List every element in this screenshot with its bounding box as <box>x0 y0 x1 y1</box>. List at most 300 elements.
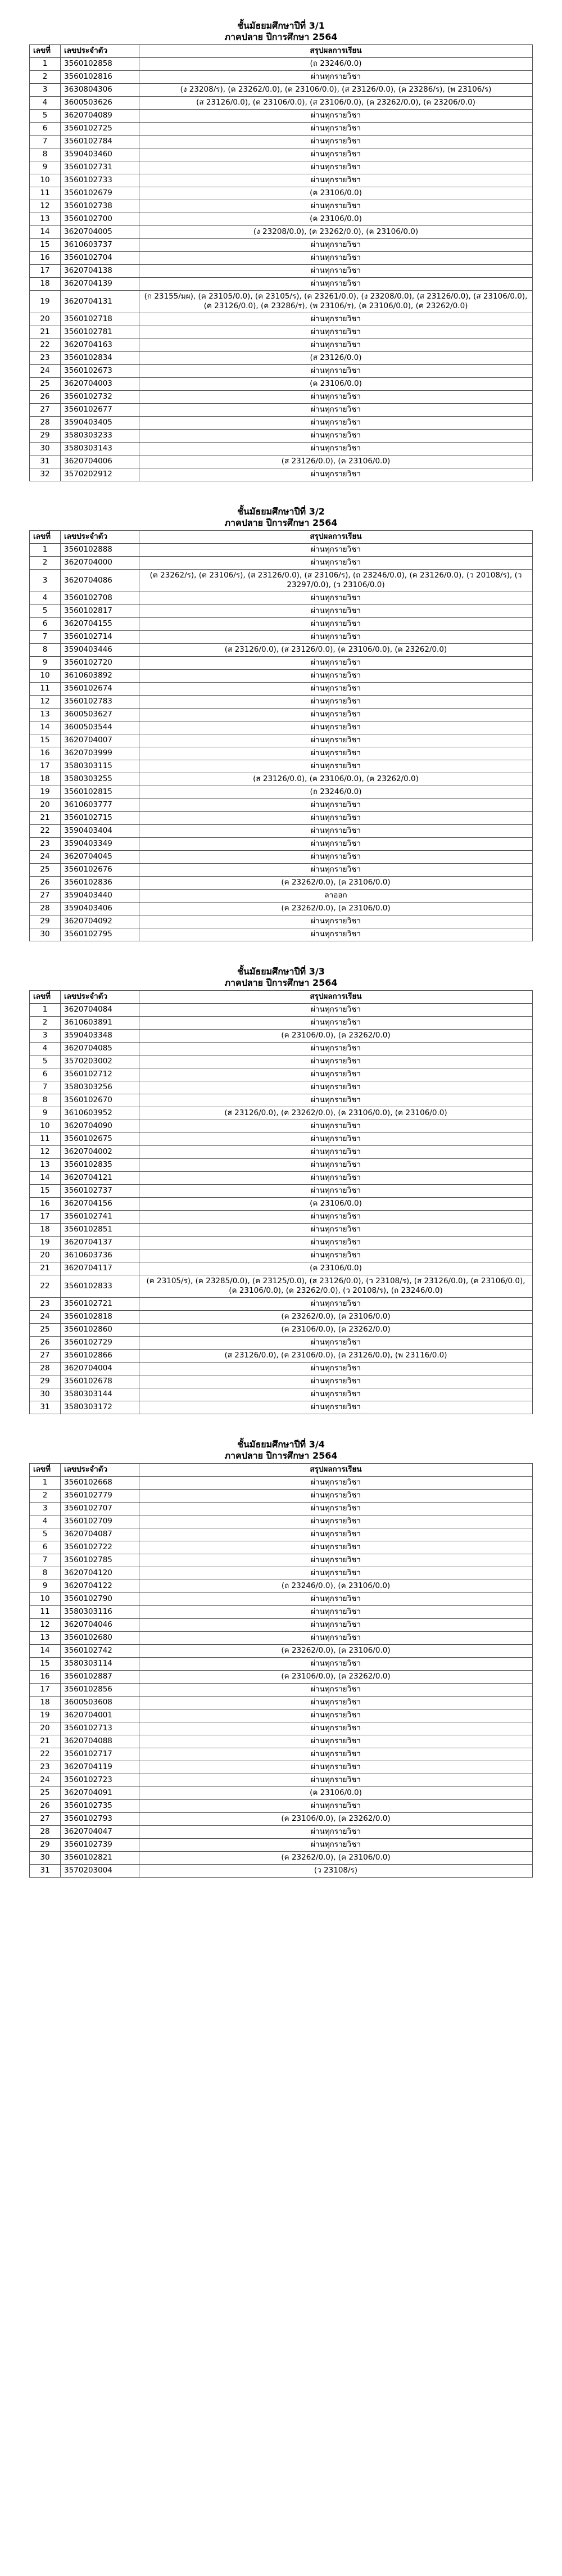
table-row <box>30 1593 533 1606</box>
row-student-id: 3620704156 <box>61 1198 139 1211</box>
row-student-id: 3620704119 <box>61 1761 139 1774</box>
row-summary: (ค 23262/0.0), (ค 23106/0.0) <box>139 877 533 890</box>
row-summary: (ค 23262/0.0), (ค 23106/0.0) <box>139 1645 533 1658</box>
row-student-id: 3560102821 <box>61 1852 139 1865</box>
row-student-id: 3560102675 <box>61 1133 139 1146</box>
row-student-id: 3620704047 <box>61 1826 139 1839</box>
row-number: 28 <box>30 903 61 915</box>
row-summary: ผ่านทุกรายวิชา <box>139 1503 533 1515</box>
row-summary: ผ่านทุกรายวิชา <box>139 592 533 605</box>
row-summary: ผ่านทุกรายวิชา <box>139 1606 533 1619</box>
table-row <box>30 1567 533 1580</box>
header-student-id: เลขประจำตัว <box>61 45 139 58</box>
row-number: 20 <box>30 1249 61 1262</box>
row-summary: (ค 23106/0.0), (ค 23262/0.0) <box>139 1813 533 1826</box>
row-number: 10 <box>30 1120 61 1133</box>
row-summary: ผ่านทุกรายวิชา <box>139 544 533 557</box>
row-number: 5 <box>30 1055 61 1068</box>
table-row <box>30 760 533 773</box>
table-row <box>30 1787 533 1800</box>
row-number: 4 <box>30 1043 61 1055</box>
row-student-id: 3560102887 <box>61 1671 139 1684</box>
row-number: 2 <box>30 1490 61 1503</box>
table-row <box>30 187 533 200</box>
row-number: 17 <box>30 1211 61 1224</box>
row-summary: ผ่านทุกรายวิชา <box>139 1249 533 1262</box>
row-student-id: 3620704090 <box>61 1120 139 1133</box>
row-number: 6 <box>30 1541 61 1554</box>
row-summary: ผ่านทุกรายวิชา <box>139 430 533 443</box>
row-number: 20 <box>30 1722 61 1735</box>
row-number: 14 <box>30 1172 61 1185</box>
row-summary: ผ่านทุกรายวิชา <box>139 812 533 825</box>
row-student-id: 3560102679 <box>61 187 139 200</box>
table-row <box>30 1606 533 1619</box>
table-row <box>30 1363 533 1375</box>
row-number: 25 <box>30 378 61 391</box>
row-student-id: 3560102732 <box>61 391 139 404</box>
row-summary: (ส 23126/0.0), (ค 23106/0.0) <box>139 455 533 468</box>
row-student-id: 3560102793 <box>61 1813 139 1826</box>
row-number: 17 <box>30 265 61 278</box>
row-summary: ผ่านทุกรายวิชา <box>139 618 533 631</box>
class-section <box>29 506 533 941</box>
row-number: 16 <box>30 1198 61 1211</box>
row-student-id: 3620704163 <box>61 339 139 352</box>
row-student-id: 3570203004 <box>61 1865 139 1878</box>
row-student-id: 3620704045 <box>61 851 139 864</box>
row-summary: ผ่านทุกรายวิชา <box>139 1761 533 1774</box>
table-row <box>30 1275 533 1298</box>
row-student-id: 3610603891 <box>61 1017 139 1030</box>
table-row <box>30 644 533 657</box>
row-student-id: 3560102795 <box>61 928 139 941</box>
row-summary: ผ่านทุกรายวิชา <box>139 657 533 670</box>
table-row <box>30 747 533 760</box>
row-student-id: 3620704087 <box>61 1528 139 1541</box>
row-number: 15 <box>30 1658 61 1671</box>
row-student-id: 3590403440 <box>61 890 139 903</box>
row-number: 18 <box>30 1224 61 1237</box>
row-student-id: 3620704088 <box>61 1735 139 1748</box>
table-row <box>30 1172 533 1185</box>
row-summary: ลาออก <box>139 890 533 903</box>
row-number: 19 <box>30 291 61 313</box>
results-table <box>29 530 533 941</box>
table-row <box>30 365 533 378</box>
row-student-id: 3620704046 <box>61 1619 139 1632</box>
row-student-id: 3560102715 <box>61 812 139 825</box>
row-summary: (ค 23106/0.0) <box>139 378 533 391</box>
row-student-id: 3560102733 <box>61 174 139 187</box>
row-summary: ผ่านทุกรายวิชา <box>139 760 533 773</box>
row-summary: ผ่านทุกรายวิชา <box>139 1515 533 1528</box>
row-summary: ผ่านทุกรายวิชา <box>139 1172 533 1185</box>
row-summary: ผ่านทุกรายวิชา <box>139 696 533 709</box>
row-number: 32 <box>30 468 61 481</box>
row-number: 10 <box>30 174 61 187</box>
row-number: 10 <box>30 670 61 683</box>
table-row <box>30 1120 533 1133</box>
table-row <box>30 1528 533 1541</box>
results-table <box>29 1463 533 1878</box>
row-number: 28 <box>30 417 61 430</box>
row-number: 4 <box>30 1515 61 1528</box>
row-number: 30 <box>30 1852 61 1865</box>
row-number: 18 <box>30 1697 61 1709</box>
row-number: 14 <box>30 721 61 734</box>
table-row <box>30 1337 533 1350</box>
row-student-id: 3560102735 <box>61 1800 139 1813</box>
section-title: ชั้นมัธยมศึกษาปีที่ 3/4 <box>237 1439 325 1450</box>
row-summary: ผ่านทุกรายวิชา <box>139 313 533 326</box>
row-summary: (ค 23106/0.0) <box>139 187 533 200</box>
header-summary: สรุปผลการเรียน <box>139 531 533 544</box>
table-row <box>30 404 533 417</box>
row-number: 2 <box>30 71 61 84</box>
row-number: 31 <box>30 1401 61 1414</box>
row-summary: ผ่านทุกรายวิชา <box>139 1401 533 1414</box>
table-row <box>30 58 533 71</box>
table-row <box>30 605 533 618</box>
table-row <box>30 174 533 187</box>
table-row <box>30 1146 533 1159</box>
row-summary: ผ่านทุกรายวิชา <box>139 631 533 644</box>
row-summary: (ค 23106/0.0) <box>139 1262 533 1275</box>
row-student-id: 3560102712 <box>61 1068 139 1081</box>
header-number: เลขที่ <box>30 991 61 1004</box>
table-row <box>30 71 533 84</box>
table-row <box>30 417 533 430</box>
table-row <box>30 1580 533 1593</box>
table-row <box>30 683 533 696</box>
row-student-id: 3560102707 <box>61 1503 139 1515</box>
row-student-id: 3620703999 <box>61 747 139 760</box>
row-student-id: 3560102677 <box>61 404 139 417</box>
table-row <box>30 618 533 631</box>
section-subtitle: ภาคปลาย ปีการศึกษา 2564 <box>224 977 338 988</box>
table-row <box>30 239 533 252</box>
sections-container <box>29 20 533 1878</box>
row-summary: ผ่านทุกรายวิชา <box>139 278 533 291</box>
row-number: 6 <box>30 123 61 136</box>
row-number: 5 <box>30 1528 61 1541</box>
row-number: 28 <box>30 1363 61 1375</box>
row-student-id: 3560102739 <box>61 1839 139 1852</box>
header-summary: สรุปผลการเรียน <box>139 45 533 58</box>
row-number: 25 <box>30 1787 61 1800</box>
row-student-id: 3560102674 <box>61 683 139 696</box>
table-row <box>30 1375 533 1388</box>
row-summary: ผ่านทุกรายวิชา <box>139 825 533 838</box>
row-student-id: 3560102779 <box>61 1490 139 1503</box>
row-summary: (ถ 23246/0.0) <box>139 58 533 71</box>
row-number: 16 <box>30 1671 61 1684</box>
row-student-id: 3600503627 <box>61 709 139 721</box>
row-student-id: 3560102737 <box>61 1185 139 1198</box>
header-number: เลขที่ <box>30 1464 61 1477</box>
row-summary: ผ่านทุกรายวิชา <box>139 1211 533 1224</box>
row-number: 13 <box>30 709 61 721</box>
table-row <box>30 1684 533 1697</box>
row-number: 8 <box>30 148 61 161</box>
row-number: 24 <box>30 1311 61 1324</box>
table-row <box>30 786 533 799</box>
row-student-id: 3620704007 <box>61 734 139 747</box>
table-row <box>30 1107 533 1120</box>
row-student-id: 3620704117 <box>61 1262 139 1275</box>
row-summary: (ง 23208/0.0), (ค 23262/0.0), (ค 23106/0.0) <box>139 226 533 239</box>
row-number: 24 <box>30 1774 61 1787</box>
header-summary: สรุปผลการเรียน <box>139 991 533 1004</box>
row-student-id: 3560102673 <box>61 365 139 378</box>
row-summary: ผ่านทุกรายวิชา <box>139 148 533 161</box>
row-number: 11 <box>30 187 61 200</box>
row-number: 24 <box>30 851 61 864</box>
table-row <box>30 430 533 443</box>
row-student-id: 3560102729 <box>61 1337 139 1350</box>
row-summary: ผ่านทุกรายวิชา <box>139 1593 533 1606</box>
table-row <box>30 136 533 148</box>
row-student-id: 3560102709 <box>61 1515 139 1528</box>
row-number: 6 <box>30 1068 61 1081</box>
row-student-id: 3590403405 <box>61 417 139 430</box>
table-row <box>30 1800 533 1813</box>
row-student-id: 3560102858 <box>61 58 139 71</box>
row-student-id: 3620704000 <box>61 557 139 570</box>
row-summary: ผ่านทุกรายวิชา <box>139 1388 533 1401</box>
row-student-id: 3570202912 <box>61 468 139 481</box>
row-summary: (ส 23126/0.0), (ค 23106/0.0), (ส 23106/0.0), (ค 23262/0.0), (ค 23206/0.0) <box>139 97 533 110</box>
row-number: 15 <box>30 1185 61 1198</box>
row-number: 30 <box>30 928 61 941</box>
row-number: 20 <box>30 313 61 326</box>
row-summary: (ค 23262/ร), (ค 23106/ร), (ส 23126/0.0), (ส 23106/ร), (ถ 23246/0.0), (ค 23126/0.0), (ว 20108/ร), (ว 23297/0.0), (ว 23106/0.0) <box>139 570 533 592</box>
row-student-id: 3590403446 <box>61 644 139 657</box>
table-row <box>30 1324 533 1337</box>
row-summary: (ค 23262/0.0), (ค 23106/0.0) <box>139 1311 533 1324</box>
row-number: 7 <box>30 1554 61 1567</box>
row-number: 4 <box>30 592 61 605</box>
table-row <box>30 1748 533 1761</box>
row-student-id: 3620704003 <box>61 378 139 391</box>
row-summary: ผ่านทุกรายวิชา <box>139 1120 533 1133</box>
table-row <box>30 1388 533 1401</box>
row-student-id: 3560102670 <box>61 1094 139 1107</box>
row-number: 3 <box>30 1503 61 1515</box>
row-number: 18 <box>30 773 61 786</box>
row-student-id: 3620704002 <box>61 1146 139 1159</box>
row-student-id: 3560102815 <box>61 786 139 799</box>
table-row <box>30 1211 533 1224</box>
row-student-id: 3560102741 <box>61 1211 139 1224</box>
row-student-id: 3580303255 <box>61 773 139 786</box>
row-number: 29 <box>30 1839 61 1852</box>
row-student-id: 3560102866 <box>61 1350 139 1363</box>
row-student-id: 3610603777 <box>61 799 139 812</box>
row-student-id: 3560102738 <box>61 200 139 213</box>
table-row <box>30 1852 533 1865</box>
table-row <box>30 97 533 110</box>
row-summary: (ค 23105/ร), (ค 23285/0.0), (ค 23125/0.0), (ส 23126/0.0), (ว 23108/ร), (ส 23126/0.0), (ค 23106/0.0), (ค 23106/0.0), (ค 23262/0.0), (ว 20108/ร), (ถ 23246/0.0) <box>139 1275 533 1298</box>
row-student-id: 3560102718 <box>61 313 139 326</box>
row-summary: ผ่านทุกรายวิชา <box>139 747 533 760</box>
row-number: 19 <box>30 786 61 799</box>
row-student-id: 3580303233 <box>61 430 139 443</box>
row-summary: ผ่านทุกรายวิชา <box>139 71 533 84</box>
row-student-id: 3590403460 <box>61 148 139 161</box>
row-number: 19 <box>30 1237 61 1249</box>
row-number: 31 <box>30 455 61 468</box>
row-summary: ผ่านทุกรายวิชา <box>139 605 533 618</box>
row-student-id: 3630804306 <box>61 84 139 97</box>
table-row <box>30 1401 533 1414</box>
row-number: 26 <box>30 1337 61 1350</box>
row-summary: ผ่านทุกรายวิชา <box>139 1081 533 1094</box>
table-row <box>30 557 533 570</box>
row-student-id: 3620704089 <box>61 110 139 123</box>
table-row <box>30 378 533 391</box>
row-student-id: 3590403406 <box>61 903 139 915</box>
row-summary: ผ่านทุกรายวิชา <box>139 1722 533 1735</box>
row-number: 21 <box>30 1735 61 1748</box>
row-number: 20 <box>30 799 61 812</box>
row-summary: (ส 23126/0.0), (ส 23126/0.0), (ค 23106/0.0), (ค 23262/0.0) <box>139 644 533 657</box>
row-student-id: 3620704121 <box>61 1172 139 1185</box>
row-student-id: 3620704155 <box>61 618 139 631</box>
row-summary: ผ่านทุกรายวิชา <box>139 1055 533 1068</box>
row-student-id: 3560102676 <box>61 864 139 877</box>
table-row <box>30 1237 533 1249</box>
table-row <box>30 1159 533 1172</box>
row-student-id: 3610603737 <box>61 239 139 252</box>
row-number: 17 <box>30 1684 61 1697</box>
table-row <box>30 1030 533 1043</box>
row-student-id: 3560102714 <box>61 631 139 644</box>
section-title: ชั้นมัธยมศึกษาปีที่ 3/2 <box>237 506 325 517</box>
row-student-id: 3560102781 <box>61 326 139 339</box>
row-number: 21 <box>30 812 61 825</box>
row-summary: ผ่านทุกรายวิชา <box>139 200 533 213</box>
row-number: 18 <box>30 278 61 291</box>
row-summary: (ค 23106/0.0), (ค 23262/0.0) <box>139 1671 533 1684</box>
row-number: 12 <box>30 200 61 213</box>
table-row <box>30 326 533 339</box>
row-summary: ผ่านทุกรายวิชา <box>139 1735 533 1748</box>
row-student-id: 3620704137 <box>61 1237 139 1249</box>
row-summary: ผ่านทุกรายวิชา <box>139 683 533 696</box>
row-number: 30 <box>30 1388 61 1401</box>
results-table <box>29 990 533 1414</box>
row-number: 26 <box>30 877 61 890</box>
row-number: 15 <box>30 239 61 252</box>
row-summary: ผ่านทุกรายวิชา <box>139 670 533 683</box>
table-row <box>30 851 533 864</box>
table-row <box>30 1697 533 1709</box>
table-row <box>30 1350 533 1363</box>
row-student-id: 3560102835 <box>61 1159 139 1172</box>
row-summary: (ค 23106/0.0), (ค 23262/0.0) <box>139 1030 533 1043</box>
row-summary: ผ่านทุกรายวิชา <box>139 1541 533 1554</box>
row-summary: (ค 23106/0.0) <box>139 213 533 226</box>
row-student-id: 3600503544 <box>61 721 139 734</box>
results-table <box>29 44 533 481</box>
row-number: 16 <box>30 747 61 760</box>
row-summary: (ค 23106/0.0) <box>139 1787 533 1800</box>
row-student-id: 3620704138 <box>61 265 139 278</box>
row-student-id: 3620704001 <box>61 1709 139 1722</box>
row-student-id: 3620704086 <box>61 570 139 592</box>
row-summary: ผ่านทุกรายวิชา <box>139 709 533 721</box>
table-row <box>30 838 533 851</box>
row-summary: ผ่านทุกรายวิชา <box>139 1658 533 1671</box>
row-number: 9 <box>30 1107 61 1120</box>
row-number: 4 <box>30 97 61 110</box>
row-number: 24 <box>30 365 61 378</box>
row-summary: ผ่านทุกรายวิชา <box>139 239 533 252</box>
table-row <box>30 1298 533 1311</box>
row-number: 11 <box>30 1133 61 1146</box>
row-summary: ผ่านทุกรายวิชา <box>139 1554 533 1567</box>
row-summary: ผ่านทุกรายวิชา <box>139 1043 533 1055</box>
row-summary: ผ่านทุกรายวิชา <box>139 174 533 187</box>
table-row <box>30 1735 533 1748</box>
row-student-id: 3560102790 <box>61 1593 139 1606</box>
table-row <box>30 313 533 326</box>
row-student-id: 3610603892 <box>61 670 139 683</box>
row-summary: ผ่านทุกรายวิชา <box>139 734 533 747</box>
header-student-id: เลขประจำตัว <box>61 991 139 1004</box>
row-number: 26 <box>30 391 61 404</box>
row-number: 11 <box>30 1606 61 1619</box>
table-row <box>30 544 533 557</box>
row-number: 7 <box>30 631 61 644</box>
row-summary: ผ่านทุกรายวิชา <box>139 123 533 136</box>
row-student-id: 3610603736 <box>61 1249 139 1262</box>
table-row <box>30 1017 533 1030</box>
row-number: 27 <box>30 1350 61 1363</box>
table-row <box>30 1722 533 1735</box>
section-title: ชั้นมัธยมศึกษาปีที่ 3/3 <box>237 966 325 977</box>
row-number: 23 <box>30 1298 61 1311</box>
row-number: 22 <box>30 1275 61 1298</box>
row-number: 1 <box>30 58 61 71</box>
row-number: 31 <box>30 1865 61 1878</box>
table-row <box>30 928 533 941</box>
row-student-id: 3560102723 <box>61 1774 139 1787</box>
row-student-id: 3580303256 <box>61 1081 139 1094</box>
row-summary: ผ่านทุกรายวิชา <box>139 326 533 339</box>
row-student-id: 3610603952 <box>61 1107 139 1120</box>
row-student-id: 3560102742 <box>61 1645 139 1658</box>
row-summary: (ค 23262/0.0), (ค 23106/0.0) <box>139 1852 533 1865</box>
row-student-id: 3590403349 <box>61 838 139 851</box>
row-student-id: 3620704085 <box>61 1043 139 1055</box>
row-number: 2 <box>30 557 61 570</box>
table-row <box>30 226 533 239</box>
row-number: 13 <box>30 1632 61 1645</box>
row-student-id: 3560102785 <box>61 1554 139 1567</box>
row-number: 1 <box>30 544 61 557</box>
table-row <box>30 213 533 226</box>
table-row <box>30 1554 533 1567</box>
row-student-id: 3580303115 <box>61 760 139 773</box>
row-summary: ผ่านทุกรายวิชา <box>139 365 533 378</box>
row-summary: (ค 23262/0.0), (ค 23106/0.0) <box>139 903 533 915</box>
table-row <box>30 915 533 928</box>
row-number: 8 <box>30 1094 61 1107</box>
table-row <box>30 200 533 213</box>
